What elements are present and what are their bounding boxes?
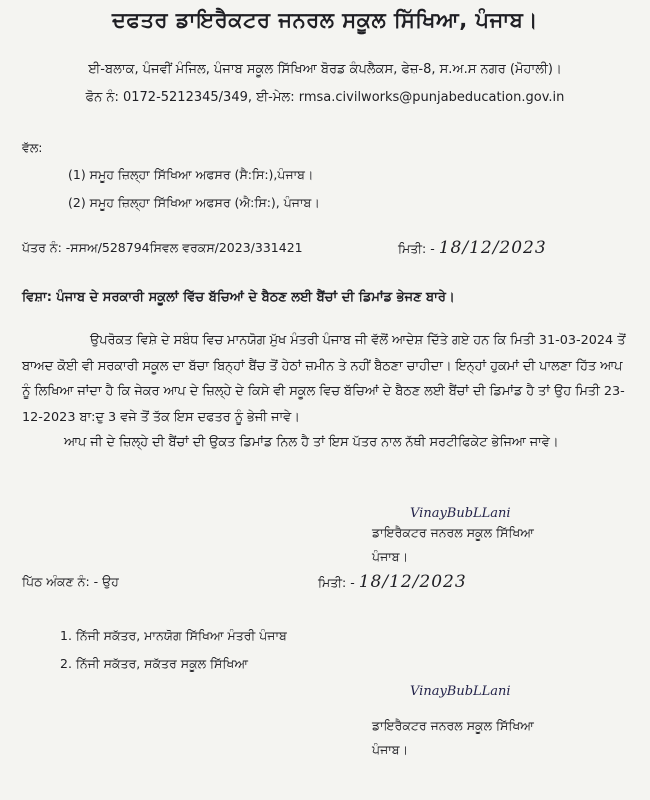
body-paragraph-1: ਉਪਰੋਕਤ ਵਿਸ਼ੇ ਦੇ ਸਬੰਧ ਵਿਚ ਮਾਨਯੋਗ ਮੁੱਖ ਮੰਤਰੀ ਪੰਜਾਬ ਜੀ ਵੱਲੋਂ ਆਦੇਸ਼ ਦਿੱਤੇ ਗਏ ਹਨ ਕਿ ਮਿਤੀ 31-03-2024 ਤੋਂ ਬਾਅਦ ਕੋਈ ਵੀ ਸਰਕਾਰੀ ਸਕੂਲ ਦਾ ਬੱਚਾ ਬਿਨ੍ਹਾਂ ਬੈਂਚ ਤੋਂ ਹੇਠਾਂ ਜ਼ਮੀਨ ਤੇ ਨਹੀਂ ਬੈਠਣਾ ਚਾਹੀਦਾ। ਇਨ੍ਹਾਂ ਹੁਕਮਾਂ ਦੀ ਪਾਲਣਾ ਹਿੱਤ ਆਪ ਨੂੰ ਲਿਖਿਆ ਜਾਂਦਾ ਹੈ ਕਿ ਜੇਕਰ ਆਪ ਦੇ ਜ਼ਿਲ੍ਹੇ ਦੇ ਕਿਸੇ ਵੀ ਸਕੂਲ ਵਿਚ ਬੱਚਿਆਂ ਦੇ ਬੈਠਣ ਲਈ ਬੈਂਚਾਂ ਦੀ ਡਿਮਾਂਡ ਹੈ ਤਾਂ ਉਹ ਮਿਤੀ 23-12-2023 ਬਾ:ਦੁ 3 ਵਜੇ ਤੋਂ ਤੱਕ ਇਸ ਦਫਤਰ ਨੂੰ ਭੇਜੀ ਜਾਵੇ। xyxy=(22,333,626,425)
signatory-place-2: ਪੰਜਾਬ। xyxy=(372,742,409,757)
to-label: ਵੱਲ: xyxy=(22,140,43,155)
letter-date-value: 18/12/2023 xyxy=(438,238,547,258)
signature-2: VinayBubLLani xyxy=(410,684,511,699)
endorsement-date-label: ਮਿਤੀ: - xyxy=(318,575,355,590)
endorsement-date-value: 18/12/2023 xyxy=(358,572,467,592)
recipient-2: (2) ਸਮੂਹ ਜ਼ਿਲ੍ਹਾ ਸਿੱਖਿਆ ਅਫਸਰ (ਐ:ਸਿ:), ਪੰਜਾਬ। xyxy=(68,195,320,210)
signatory-place-1: ਪੰਜਾਬ। xyxy=(372,549,409,564)
endorsement-date xyxy=(318,572,467,592)
recipient-1: (1) ਸਮੂਹ ਜ਼ਿਲ੍ਹਾ ਸਿੱਖਿਆ ਅਫਸਰ (ਸੈ:ਸਿ:),ਪੰਜਾਬ। xyxy=(68,167,314,182)
letter-date-label: ਮਿਤੀ: - xyxy=(398,241,435,256)
office-contact: ਫੋਨ ਨੰ: 0172-5212345/349, ਈ-ਮੇਲ: rmsa.civilworks@punjabeducation.gov.in xyxy=(85,90,565,105)
signature-1: VinayBubLLani xyxy=(410,506,511,521)
office-address: ਈ-ਬਲਾਕ, ਪੰਜਵੀਂ ਮੰਜਿਲ, ਪੰਜਾਬ ਸਕੂਲ ਸਿੱਖਿਆ ਬੋਰਡ ਕੰਪਲੈਕਸ, ਫੇਜ਼-8, ਸ.ਅ.ਸ ਨਗਰ (ਮੋਹਾਲੀ)। xyxy=(88,62,562,77)
signatory-title-2: ਡਾਇਰੈਕਟਰ ਜਨਰਲ ਸਕੂਲ ਸਿੱਖਿਆ xyxy=(372,718,534,733)
body-paragraph-2: ਆਪ ਜੀ ਦੇ ਜ਼ਿਲ੍ਹੇ ਦੀ ਬੈਂਚਾਂ ਦੀ ਉਕਤ ਡਿਮਾਂਡ ਨਿਲ ਹੈ ਤਾਂ ਇਸ ਪੱਤਰ ਨਾਲ ਨੱਥੀ ਸਰਟੀਫਿਕੇਟ ਭੇਜਿਆ ਜਾਵੇ। xyxy=(64,435,559,450)
subject-line: ਵਿਸ਼ਾ: ਪੰਜਾਬ ਦੇ ਸਰਕਾਰੀ ਸਕੂਲਾਂ ਵਿੱਚ ਬੱਚਿਆਂ ਦੇ ਬੈਠਣ ਲਈ ਬੈਂਚਾਂ ਦੀ ਡਿਮਾਂਡ ਭੇਜਣ ਬਾਰੇ। xyxy=(22,290,455,305)
letter-date xyxy=(398,238,547,258)
endorsement-number: ਪਿੱਠ ਅੰਕਣ ਨੰ: - ਉਹ xyxy=(22,574,119,589)
signatory-title-1: ਡਾਇਰੈਕਟਰ ਜਨਰਲ ਸਕੂਲ ਸਿੱਖਿਆ xyxy=(372,525,534,540)
copy-to-2: 2. ਨਿੱਜੀ ਸਕੱਤਰ, ਸਕੱਤਰ ਸਕੂਲ ਸਿੱਖਿਆ xyxy=(60,656,248,671)
copy-to-1: 1. ਨਿੱਜੀ ਸਕੱਤਰ, ਮਾਨਯੋਗ ਸਿੱਖਿਆ ਮੰਤਰੀ ਪੰਜਾਬ xyxy=(60,628,287,643)
office-title: ਦਫਤਰ ਡਾਇਰੈਕਟਰ ਜਨਰਲ ਸਕੂਲ ਸਿੱਖਿਆ, ਪੰਜਾਬ। xyxy=(111,8,539,32)
letter-number: ਪੱਤਰ ਨੰ: -ਸਸਅ/528794ਸਿਵਲ ਵਰਕਸ/2023/331421 xyxy=(22,240,303,255)
